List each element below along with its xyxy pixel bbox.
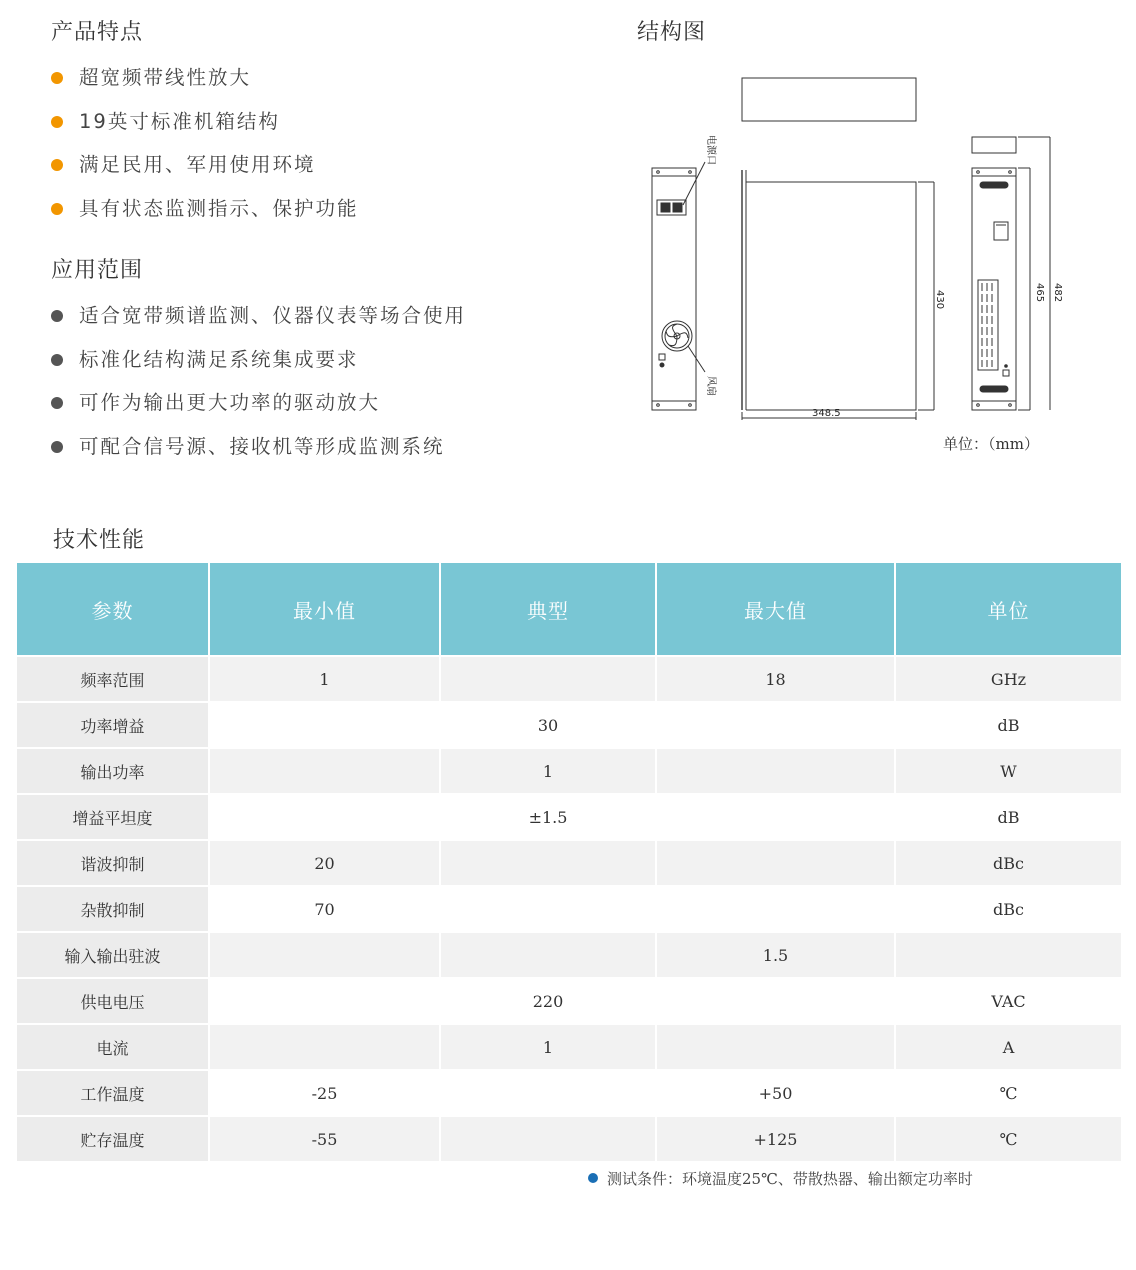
cell-unit: dB (895, 794, 1122, 840)
cell-unit: GHz (895, 656, 1122, 702)
spec-table (17, 563, 1123, 1163)
cell-max (656, 1024, 895, 1070)
cell-param: 谐波抑制 (17, 840, 209, 886)
cell-max: 18 (656, 656, 895, 702)
unit-note: 单位：（mm） (943, 435, 1039, 453)
applications-list (51, 303, 466, 478)
cell-unit: ℃ (895, 1070, 1122, 1116)
header-typ: 典型 (440, 563, 656, 656)
table-row (17, 794, 1122, 840)
cell-max (656, 748, 895, 794)
indicator-icon (660, 363, 664, 367)
applications-title: 应用范围 (51, 258, 144, 283)
dimension-348-label: 348.5 (812, 408, 841, 419)
cell-min: -55 (209, 1116, 440, 1162)
cell-unit: dBc (895, 886, 1122, 932)
cell-typ (440, 932, 656, 978)
heatsink-grille (978, 280, 998, 370)
feature-item: 超宽频带线性放大 (51, 65, 359, 109)
rear-handle-outline (972, 137, 1016, 153)
cell-max: +125 (656, 1116, 895, 1162)
cell-param: 电流 (17, 1024, 209, 1070)
table-row (17, 886, 1122, 932)
cell-max: 1.5 (656, 932, 895, 978)
dimension-482-label: 482 (1052, 283, 1063, 303)
cell-unit: W (895, 748, 1122, 794)
bullet-dot-icon (51, 116, 63, 128)
bullet-dot-icon (51, 159, 63, 171)
cell-param: 供电电压 (17, 978, 209, 1024)
cell-param: 增益平坦度 (17, 794, 209, 840)
cell-max (656, 702, 895, 748)
application-item: 可作为输出更大功率的驱动放大 (51, 390, 466, 434)
footnote-text: 测试条件：环境温度25℃、带散热器、输出额定功率时 (607, 1170, 973, 1188)
footnote (588, 1168, 973, 1189)
cell-typ (440, 1070, 656, 1116)
application-item: 标准化结构满足系统集成要求 (51, 347, 466, 391)
table-row (17, 702, 1122, 748)
bullet-dot-icon (51, 441, 63, 453)
power-port-label: 电源口 (705, 135, 716, 165)
cell-typ (440, 656, 656, 702)
cell-min: -25 (209, 1070, 440, 1116)
cell-min (209, 748, 440, 794)
cell-min (209, 794, 440, 840)
feature-item: 满足民用、军用使用环境 (51, 152, 359, 196)
feature-item: 具有状态监测指示、保护功能 (51, 196, 359, 240)
cell-unit: dB (895, 702, 1122, 748)
cell-min (209, 932, 440, 978)
cell-unit: dBc (895, 840, 1122, 886)
dimension-465-label: 465 (1034, 283, 1045, 303)
cell-typ: 30 (440, 702, 656, 748)
header-unit: 单位 (895, 563, 1122, 656)
cell-typ: 1 (440, 1024, 656, 1070)
table-row (17, 1070, 1122, 1116)
application-item: 适合宽带频谱监测、仪器仪表等场合使用 (51, 303, 466, 347)
features-title: 产品特点 (51, 20, 144, 45)
cell-param: 杂散抑制 (17, 886, 209, 932)
header-min: 最小值 (209, 563, 440, 656)
fan-label: 风扇 (705, 376, 716, 396)
cell-max (656, 978, 895, 1024)
cell-param: 贮存温度 (17, 1116, 209, 1162)
bullet-dot-icon (51, 203, 63, 215)
cell-min: 70 (209, 886, 440, 932)
cell-max (656, 794, 895, 840)
table-row (17, 656, 1122, 702)
table-row (17, 1024, 1122, 1070)
cell-min (209, 1024, 440, 1070)
cell-unit (895, 932, 1122, 978)
cell-param: 输入输出驻波 (17, 932, 209, 978)
dimension-430-label: 430 (934, 290, 945, 310)
cell-typ (440, 1116, 656, 1162)
top-view-outline (742, 78, 916, 121)
table-row (17, 840, 1122, 886)
cell-param: 频率范围 (17, 656, 209, 702)
cell-param: 功率增益 (17, 702, 209, 748)
footnote-dot-icon (588, 1173, 598, 1183)
bullet-dot-icon (51, 310, 63, 322)
rear-handle-slot (980, 182, 1008, 188)
fan-icon (662, 321, 692, 351)
rear-handle-slot (980, 386, 1008, 392)
feature-item: 19英寸标准机箱结构 (51, 109, 359, 153)
table-row (17, 978, 1122, 1024)
header-param: 参数 (17, 563, 209, 656)
spec-header-row (17, 563, 1122, 656)
power-socket-icon (657, 200, 686, 215)
specs-title: 技术性能 (53, 528, 146, 553)
cell-unit: VAC (895, 978, 1122, 1024)
table-row (17, 748, 1122, 794)
table-row (17, 1116, 1122, 1162)
structure-title: 结构图 (637, 20, 707, 45)
cell-max: +50 (656, 1070, 895, 1116)
cell-min (209, 978, 440, 1024)
structure-drawing (640, 70, 1080, 460)
cell-param: 输出功率 (17, 748, 209, 794)
application-item: 可配合信号源、接收机等形成监测系统 (51, 434, 466, 478)
header-max: 最大值 (656, 563, 895, 656)
bullet-dot-icon (51, 354, 63, 366)
cell-min (209, 702, 440, 748)
cell-typ: 220 (440, 978, 656, 1024)
cell-max (656, 840, 895, 886)
bullet-dot-icon (51, 397, 63, 409)
cell-typ (440, 886, 656, 932)
cell-unit: A (895, 1024, 1122, 1070)
switch-icon (659, 354, 665, 360)
cell-typ: ±1.5 (440, 794, 656, 840)
table-row (17, 932, 1122, 978)
cell-min: 1 (209, 656, 440, 702)
cell-param: 工作温度 (17, 1070, 209, 1116)
features-list (51, 65, 359, 240)
cell-unit: ℃ (895, 1116, 1122, 1162)
cell-max (656, 886, 895, 932)
cell-typ: 1 (440, 748, 656, 794)
cell-min: 20 (209, 840, 440, 886)
bullet-dot-icon (51, 72, 63, 84)
cell-typ (440, 840, 656, 886)
